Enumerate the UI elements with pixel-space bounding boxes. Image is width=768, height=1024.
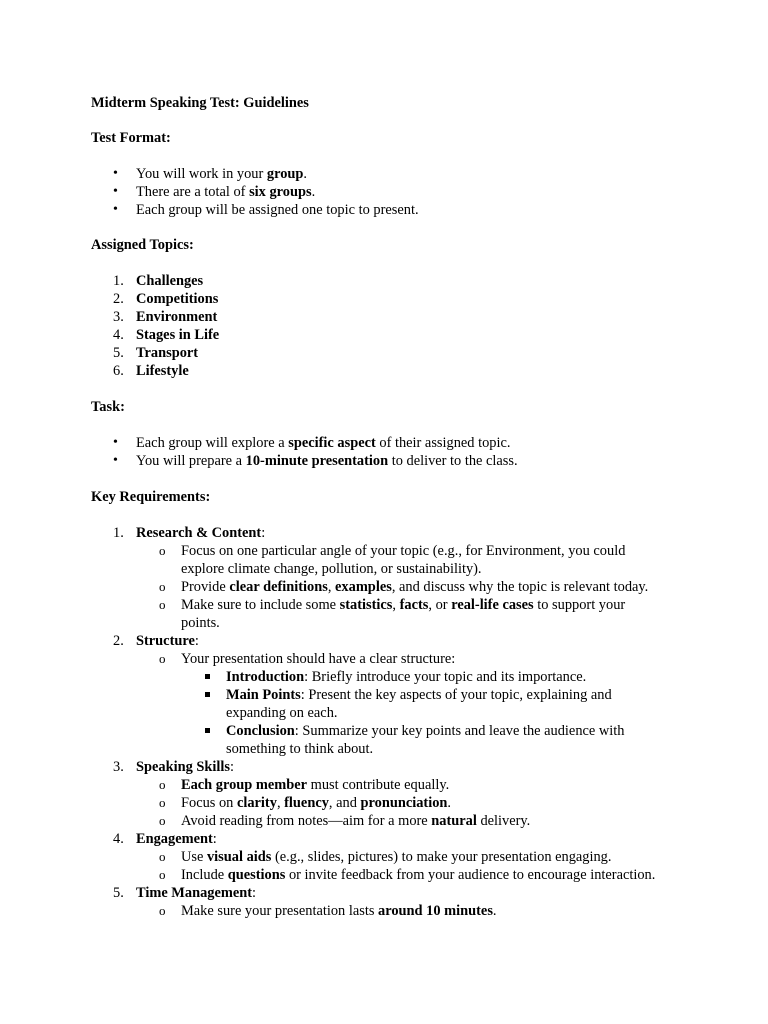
sub-item: Provide clear definitions, examples, and discuss why the topic is relevant today. [181, 579, 649, 595]
bullet-marker: • [113, 453, 118, 468]
sub-item: Make sure to include some statistics, facts, or real-life cases to support your [181, 597, 626, 613]
requirement-title: Structure: [136, 633, 199, 649]
sub-item-continuation: points. [181, 615, 220, 631]
bullet-marker: • [113, 166, 118, 181]
list-item: You will prepare a 10-minute presentation to deliver to the class. [136, 453, 518, 469]
sub-item: Make sure your presentation lasts around 10 minutes. [181, 903, 497, 919]
sub-bullet-marker: o [159, 795, 166, 810]
sub-item: Avoid reading from notes—aim for a more natural delivery. [181, 813, 531, 829]
list-number: 1. [113, 273, 124, 289]
sub-sub-item: Introduction: Briefly introduce your topic and its importance. [226, 669, 587, 685]
sub-bullet-marker: o [159, 597, 166, 612]
sub-item: Focus on clarity, fluency, and pronunciation. [181, 795, 452, 811]
square-bullet-marker [205, 728, 210, 733]
sub-sub-item: Main Points: Present the key aspects of your topic, explaining and [226, 687, 612, 703]
topic-item: Competitions [136, 291, 219, 307]
sub-bullet-marker: o [159, 903, 166, 918]
list-number: 3. [113, 759, 124, 775]
square-bullet-marker [205, 674, 210, 679]
bullet-marker: • [113, 184, 118, 199]
list-number: 3. [113, 309, 124, 325]
topics-heading: Assigned Topics: [91, 237, 194, 253]
requirement-title: Time Management: [136, 885, 257, 901]
list-number: 1. [113, 525, 124, 541]
list-item: Each group will be assigned one topic to present. [136, 202, 419, 218]
sub-item: Your presentation should have a clear structure: [181, 651, 456, 667]
list-item: You will work in your group. [136, 166, 308, 182]
sub-bullet-marker: o [159, 543, 166, 558]
task-heading: Task: [91, 399, 125, 415]
sub-item: Use visual aids (e.g., slides, pictures) to make your presentation engaging. [181, 849, 612, 865]
sub-bullet-marker: o [159, 777, 166, 792]
list-number: 2. [113, 633, 124, 649]
requirement-title: Research & Content: [136, 525, 266, 541]
topic-item: Lifestyle [136, 363, 189, 379]
bullet-marker: • [113, 435, 118, 450]
topic-item: Challenges [136, 273, 204, 289]
bullet-marker: • [113, 202, 118, 217]
list-number: 5. [113, 345, 124, 361]
topic-item: Environment [136, 309, 218, 325]
sub-item: Each group member must contribute equally. [181, 777, 450, 793]
square-bullet-marker [205, 692, 210, 697]
topic-item: Transport [136, 345, 199, 361]
format-heading: Test Format: [91, 130, 171, 146]
sub-bullet-marker: o [159, 813, 166, 828]
sub-bullet-marker: o [159, 651, 166, 666]
sub-item: Include questions or invite feedback from your audience to encourage interaction. [181, 867, 656, 883]
list-item: There are a total of six groups. [136, 184, 316, 200]
topic-item: Stages in Life [136, 327, 220, 343]
sub-item-continuation: explore climate change, pollution, or sustainability). [181, 561, 482, 577]
list-number: 5. [113, 885, 124, 901]
list-number: 4. [113, 831, 124, 847]
sub-bullet-marker: o [159, 867, 166, 882]
sub-sub-item-continuation: something to think about. [226, 741, 374, 757]
sub-item: Focus on one particular angle of your topic (e.g., for Environment, you could [181, 543, 626, 559]
list-number: 4. [113, 327, 124, 343]
list-number: 2. [113, 291, 124, 307]
sub-bullet-marker: o [159, 849, 166, 864]
sub-bullet-marker: o [159, 579, 166, 594]
requirement-title: Engagement: [136, 831, 217, 847]
list-number: 6. [113, 363, 124, 379]
list-item: Each group will explore a specific aspect of their assigned topic. [136, 435, 511, 451]
requirement-title: Speaking Skills: [136, 759, 234, 775]
document-title: Midterm Speaking Test: Guidelines [91, 95, 309, 111]
requirements-heading: Key Requirements: [91, 489, 211, 505]
sub-sub-item: Conclusion: Summarize your key points and leave the audience with [226, 723, 625, 739]
sub-sub-item-continuation: expanding on each. [226, 705, 338, 721]
